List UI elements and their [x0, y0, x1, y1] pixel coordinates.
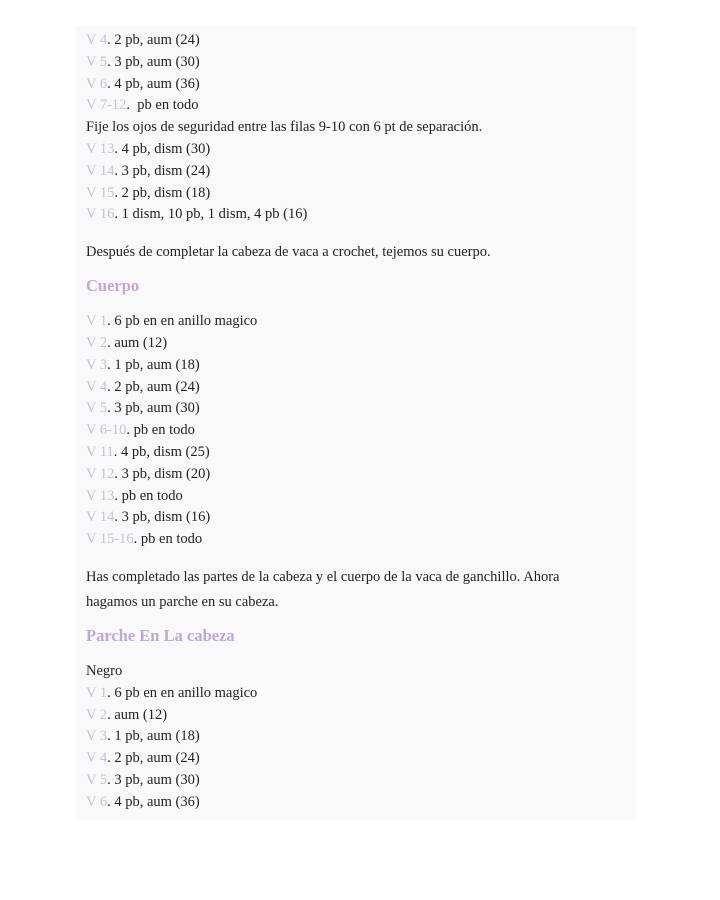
- round-row: [86, 748, 626, 770]
- spacer: [86, 647, 626, 661]
- round-row: [86, 161, 626, 183]
- document-page: [76, 26, 636, 820]
- round-instruction: . pb en todo: [133, 531, 203, 548]
- round-label: V 4: [86, 378, 108, 395]
- round-label: V 14: [86, 162, 115, 179]
- round-instruction: . 6 pb en en anillo magico: [107, 684, 258, 701]
- round-label: V 2: [86, 706, 108, 723]
- round-row: [86, 705, 626, 727]
- round-instruction: . 1 dism, 10 pb, 1 dism, 4 pb (16): [114, 206, 308, 223]
- round-label: V 6: [86, 793, 108, 810]
- round-row: [86, 355, 626, 377]
- head-rounds-list: [86, 30, 626, 226]
- round-label: V 7-12: [86, 97, 127, 114]
- round-label: V 6-10: [86, 422, 127, 439]
- round-row: [86, 442, 626, 464]
- round-row: [86, 792, 626, 814]
- round-row: [86, 726, 626, 748]
- round-instruction: . 2 pb, dism (18): [114, 184, 211, 201]
- round-instruction: . aum (12): [107, 706, 168, 723]
- round-row: [86, 30, 626, 52]
- round-label: V 1: [86, 684, 108, 701]
- round-row: [86, 420, 626, 442]
- round-instruction: . 2 pb, aum (24): [107, 750, 200, 767]
- transition-paragraph: Después de completar la cabeza de vaca a crochet, tejemos su cuerpo.: [86, 244, 491, 261]
- section-heading-body: Cuerpo: [86, 276, 140, 296]
- round-instruction: . 3 pb, aum (30): [107, 53, 200, 70]
- round-instruction: . 4 pb, dism (30): [114, 140, 211, 157]
- round-label: V 13: [86, 487, 115, 504]
- round-label: V 11: [86, 443, 114, 460]
- document-content: [86, 30, 626, 814]
- round-row: [86, 377, 626, 399]
- spacer: [86, 615, 626, 625]
- round-instruction: . 4 pb, aum (36): [107, 793, 200, 810]
- transition-paragraph: Has completado las partes de la cabeza y el cuerpo de la vaca de ganchillo. Ahora hagamos un parche en su cabeza.: [86, 568, 560, 610]
- round-instruction: . 4 pb, aum (36): [107, 75, 200, 92]
- patch-rounds-list: [86, 661, 626, 814]
- round-label: V 5: [86, 53, 108, 70]
- round-row: [86, 333, 626, 355]
- round-row: [86, 770, 626, 792]
- round-row: [86, 311, 626, 333]
- round-instruction: . pb en todo: [126, 422, 195, 439]
- round-instruction: . pb en todo: [114, 487, 183, 504]
- round-label: V 6: [86, 75, 108, 92]
- round-label: V 14: [86, 509, 115, 526]
- round-label: V 16: [86, 206, 115, 223]
- round-instruction: . aum (12): [107, 334, 168, 351]
- spacer: [86, 265, 626, 275]
- spacer: [86, 297, 626, 311]
- round-label: V 5: [86, 771, 108, 788]
- body-rounds-list: [86, 311, 626, 551]
- round-row: [86, 398, 626, 420]
- round-instruction: . 1 pb, aum (18): [107, 728, 200, 745]
- round-label: V 15: [86, 184, 115, 201]
- round-instruction: . 3 pb, aum (30): [107, 771, 200, 788]
- round-row: [86, 683, 626, 705]
- spacer: [86, 226, 626, 240]
- round-row: [86, 507, 626, 529]
- round-label: V 12: [86, 465, 115, 482]
- round-instruction: . 3 pb, dism (20): [114, 465, 211, 482]
- round-label: V 5: [86, 400, 108, 417]
- round-instruction: . 2 pb, aum (24): [107, 378, 200, 395]
- round-label: V 13: [86, 140, 115, 157]
- round-instruction: . 6 pb en en anillo magico: [107, 313, 258, 330]
- round-label: V 4: [86, 750, 108, 767]
- round-label: V 3: [86, 356, 108, 373]
- round-instruction: . 3 pb, aum (30): [107, 400, 200, 417]
- round-label: V 4: [86, 32, 108, 48]
- color-note: Negro: [86, 662, 123, 679]
- round-row: [86, 74, 626, 96]
- round-row: [86, 486, 626, 508]
- round-label: V 2: [86, 334, 108, 351]
- round-label: V 3: [86, 728, 108, 745]
- round-row: [86, 95, 626, 117]
- round-row: [86, 464, 626, 486]
- round-row: [86, 529, 626, 551]
- round-row: [86, 52, 626, 74]
- eyes-note: Fije los ojos de seguridad entre las filas 9-10 con 6 pt de separación.: [86, 119, 483, 136]
- round-label: V 1: [86, 313, 108, 330]
- spacer: [86, 551, 626, 565]
- round-instruction: . 1 pb, aum (18): [107, 356, 200, 373]
- round-instruction: . 3 pb, dism (16): [114, 509, 211, 526]
- round-instruction: . 3 pb, dism (24): [114, 162, 211, 179]
- round-label: V 15-16: [86, 531, 134, 548]
- section-heading-patch: Parche En La cabeza: [86, 625, 235, 645]
- round-instruction: . 4 pb, dism (25): [113, 443, 210, 460]
- round-row: [86, 183, 626, 205]
- round-row: [86, 204, 626, 226]
- round-row: [86, 139, 626, 161]
- round-instruction: . 2 pb, aum (24): [107, 32, 200, 48]
- round-instruction: . pb en todo: [126, 97, 199, 114]
